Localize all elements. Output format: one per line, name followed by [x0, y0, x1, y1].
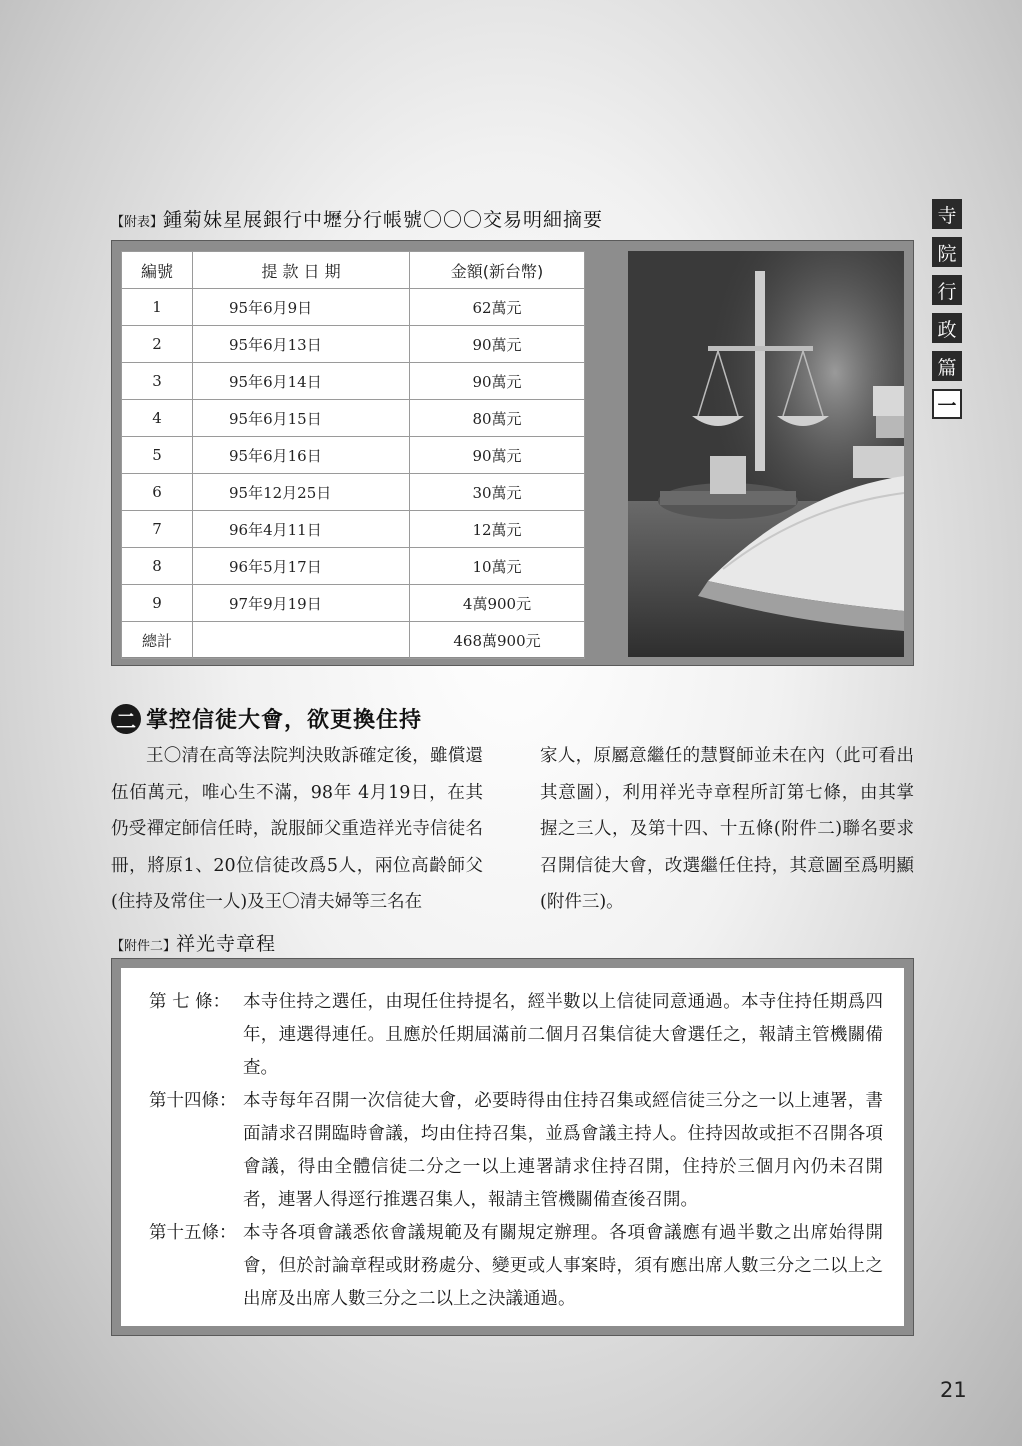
section-number-badge: 二: [111, 704, 141, 734]
row-amount: 90萬元: [410, 363, 585, 400]
justice-scales-photo: [628, 251, 904, 657]
table-row: [122, 289, 585, 326]
article-label: 第 七 條：: [149, 992, 231, 1012]
side-tab-char: 寺: [932, 199, 962, 229]
page-number: 21: [940, 1378, 967, 1402]
row-number: 5: [122, 437, 193, 474]
header-number: 編號: [122, 252, 193, 289]
row-amount: 90萬元: [410, 437, 585, 474]
total-date-empty: [193, 622, 410, 659]
header-date: 提 款 日 期: [193, 252, 410, 289]
table-row: [122, 437, 585, 474]
side-tab-char: 行: [932, 275, 962, 305]
article-text: 本寺住持之選任，由現任住持提名，經半數以上信徒同意通過。本寺住持任期爲四年，連選得連任。且應於任期屆滿前二個月召集信徒大會選任之，報請主管機關備查。: [243, 992, 883, 1078]
table-row: [122, 511, 585, 548]
table-header-row: [122, 252, 585, 289]
article-label: 第十四條：: [149, 1091, 237, 1111]
row-date: 97年9月19日: [193, 585, 410, 622]
charter-article-15: [149, 1217, 889, 1316]
row-date: 95年6月9日: [193, 289, 410, 326]
charter-caption-title: 祥光寺章程: [176, 933, 277, 955]
total-amount: 468萬900元: [410, 622, 585, 659]
article-text: 本寺每年召開一次信徒大會，必要時得由住持召集或經信徒三分之一以上連署，書面請求召開臨時會議，均由住持召集，並爲會議主持人。住持因故或拒不召開各項會議，得由全體信徒二分之一以上連署請求住持召開，住持於三個月內仍未召開者，連署人得逕行推選召集人，報請主管機關備查後召開。: [243, 1091, 883, 1210]
side-tab-char: 院: [932, 237, 962, 267]
table-total-row: [122, 622, 585, 659]
row-number: 3: [122, 363, 193, 400]
section-body-right: [540, 738, 914, 921]
row-amount: 12萬元: [410, 511, 585, 548]
side-tab-char: 篇: [932, 351, 962, 381]
section-paragraph-left: 王〇清在高等法院判決敗訴確定後，雖償還伍佰萬元，唯心生不滿，98年 4月19日，在其仍受禪定師信任時，說服師父重造祥光寺信徒名冊，將原1、20位信徒改爲5人，兩位高齡師父(住持及常住一人)及王〇清夫婦等三名在: [111, 746, 483, 912]
row-amount: 90萬元: [410, 326, 585, 363]
transaction-table: [121, 251, 585, 659]
row-number: 4: [122, 400, 193, 437]
article-label: 第十五條：: [149, 1223, 237, 1243]
row-number: 7: [122, 511, 193, 548]
table-caption-tag: 【附表】: [111, 215, 164, 230]
row-amount: 30萬元: [410, 474, 585, 511]
row-amount: 10萬元: [410, 548, 585, 585]
charter-article-14: [149, 1085, 889, 1217]
table-row: [122, 585, 585, 622]
article-text: 本寺各項會議悉依會議規範及有關規定辦理。各項會議應有過半數之出席始得開會，但於討論章程或財務處分、變更或人事案時，須有應出席人數三分之二以上之出席及出席人數三分之二以上之決議通過。: [243, 1223, 883, 1309]
section-title: 掌控信徒大會，欲更換住持: [146, 708, 423, 733]
side-tab-chapter-number: 一: [932, 389, 962, 419]
row-date: 95年12月25日: [193, 474, 410, 511]
row-amount: 4萬900元: [410, 585, 585, 622]
table-caption-title: 鍾菊妹星展銀行中壢分行帳號〇〇〇交易明細摘要: [163, 209, 604, 231]
justice-scales-illustration: [628, 251, 904, 657]
table-row: [122, 400, 585, 437]
table-row: [122, 363, 585, 400]
charter-caption-tag: 【附件二】: [111, 939, 177, 954]
total-label: 總計: [122, 622, 193, 659]
section-paragraph-right: 家人，原屬意繼任的慧賢師並未在內（此可看出其意圖），利用祥光寺章程所訂第七條，由其掌握之三人，及第十四、十五條(附件二)聯名要求召開信徒大會，改選繼任住持，其意圖至爲明顯(附件三)。: [540, 746, 914, 912]
row-date: 95年6月15日: [193, 400, 410, 437]
header-amount: 金額(新台幣): [410, 252, 585, 289]
charter-caption: [111, 929, 276, 956]
charter-article-7: [149, 986, 889, 1085]
row-date: 96年4月11日: [193, 511, 410, 548]
row-date: 95年6月13日: [193, 326, 410, 363]
side-tab-char: 政: [932, 313, 962, 343]
row-date: 96年5月17日: [193, 548, 410, 585]
row-date: 95年6月14日: [193, 363, 410, 400]
row-number: 8: [122, 548, 193, 585]
table-row: [122, 474, 585, 511]
table-caption: [111, 205, 603, 232]
section-body-left: [111, 738, 483, 921]
row-amount: 80萬元: [410, 400, 585, 437]
row-amount: 62萬元: [410, 289, 585, 326]
row-number: 2: [122, 326, 193, 363]
row-number: 9: [122, 585, 193, 622]
table-row: [122, 548, 585, 585]
chapter-side-tab: [932, 199, 962, 427]
table-row: [122, 326, 585, 363]
row-number: 1: [122, 289, 193, 326]
row-number: 6: [122, 474, 193, 511]
row-date: 95年6月16日: [193, 437, 410, 474]
